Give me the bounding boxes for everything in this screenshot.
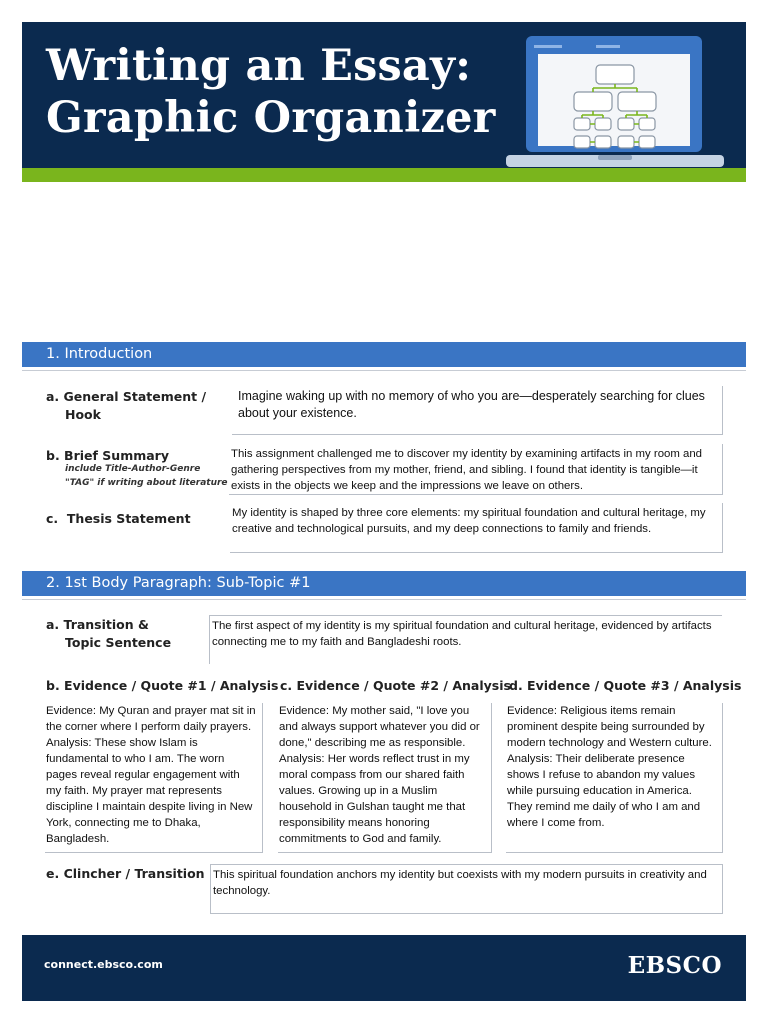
ebsco-logo: EBSCO: [627, 952, 722, 979]
summary-text[interactable]: This assignment challenged me to discover my identity by examining artifacts in my room and gathering perspectives from my mother, friend, and sibling. I found that identity is tangible—it exists in the objects we keep and the impressions we leave on others.: [229, 444, 723, 495]
evidence-3-label: d. Evidence / Quote #3 / Analysis: [509, 678, 742, 693]
evidence-1-text[interactable]: Evidence: My Quran and prayer mat sit in the corner where I perform daily prayers. Analysis: These show Islam is fundamental to who I am. The worn pages reveal regular engagement with my faith. My prayer mat represents discipline I maintain despite living in New York, connecting me to Dhaka, Bangladesh.: [45, 703, 263, 853]
summary-label: b. Brief Summary: [46, 448, 169, 463]
evidence-2-label: c. Evidence / Quote #2 / Analysis: [280, 678, 511, 693]
topic-label: a. Transition & Topic Sentence: [46, 617, 172, 650]
laptop-flowchart-icon: [504, 34, 726, 172]
evidence-2-text[interactable]: Evidence: My mother said, "I love you and always support whatever you did or done," describing me as responsible. Analysis: Her words reflect trust in my moral compass from our shared faith values. Growing up in a Muslim household in Gulshan taught me that responsibility means honoring commitments to God and family.: [278, 703, 492, 853]
clincher-text[interactable]: This spiritual foundation anchors my identity but coexists with my modern pursuits in creativity and technology.: [210, 864, 723, 914]
footer-url-link[interactable]: connect.ebsco.com: [44, 958, 163, 971]
footer-bar: [22, 935, 746, 1001]
topic-sentence-text[interactable]: The first aspect of my identity is my spiritual foundation and cultural heritage, evidenced by artifacts connecting me to my faith and Bangladeshi roots.: [209, 615, 722, 664]
summary-note: include Title-Author-Genre "TAG" if writing about literature: [65, 464, 228, 488]
header-banner: [22, 22, 746, 168]
thesis-label: c. Thesis Statement: [46, 511, 191, 526]
page-title: [46, 40, 496, 144]
divider: [22, 599, 746, 600]
hook-label: a. General Statement / Hook: [46, 389, 207, 422]
divider: [22, 370, 746, 371]
section-introduction-heading: 1. Introduction: [22, 342, 746, 367]
title-line-2: Graphic Organizer: [46, 93, 496, 143]
hook-text[interactable]: Imagine waking up with no memory of who you are—desperately searching for clues about your existence.: [232, 386, 723, 435]
clincher-label: e. Clincher / Transition: [46, 866, 205, 881]
header-accent-bar: [22, 168, 746, 182]
evidence-3-text[interactable]: Evidence: Religious items remain prominent despite being surrounded by modern technology and Western culture. Analysis: Their deliberate presence shows I refuse to abandon my values while pursuing education in America. They remind me daily of who I am and where I come from.: [506, 703, 723, 853]
section-body1-heading: 2. 1st Body Paragraph: Sub-Topic #1: [22, 571, 746, 596]
thesis-text[interactable]: My identity is shaped by three core elements: my spiritual foundation and cultural heritage, my creative and technological pursuits, and my deep connections to family and friends.: [230, 503, 723, 553]
evidence-1-label: b. Evidence / Quote #1 / Analysis: [46, 678, 279, 693]
title-line-1: Writing an Essay:: [46, 41, 472, 91]
